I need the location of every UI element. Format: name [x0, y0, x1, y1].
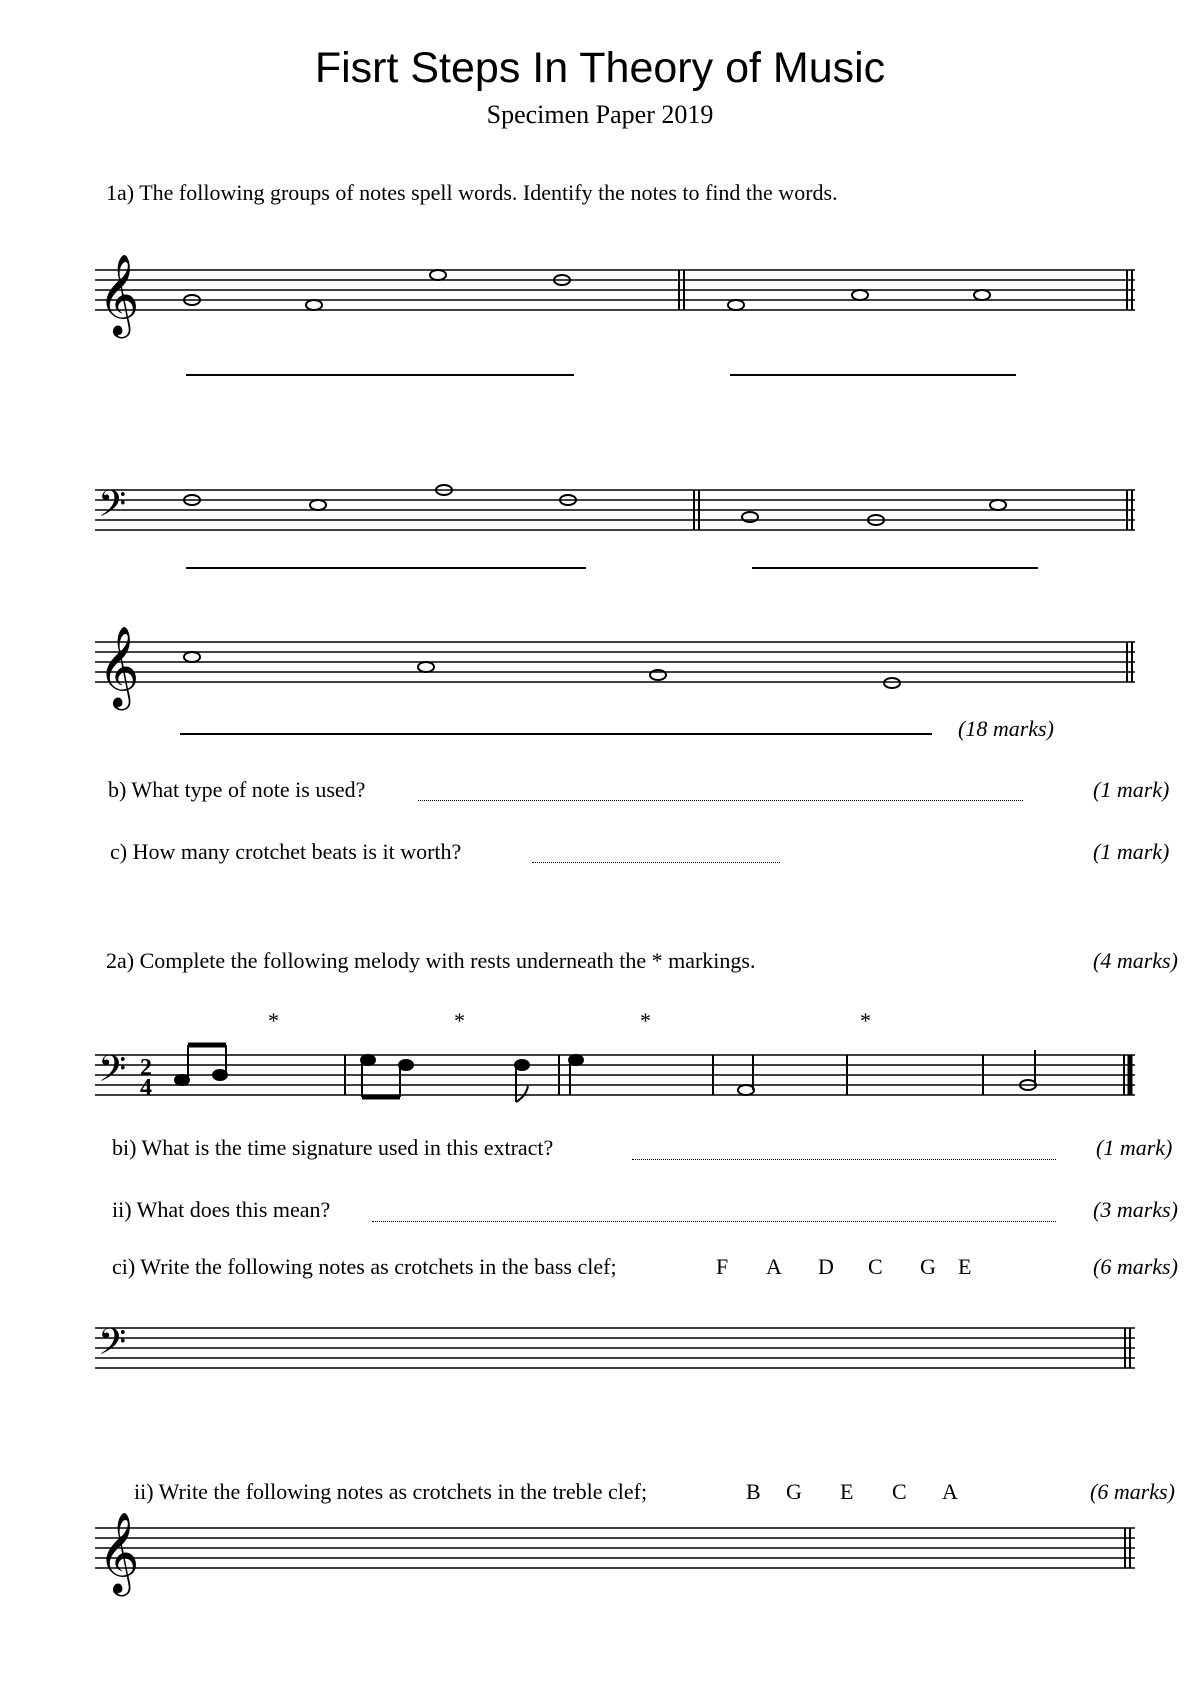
- question-1a: 1a) The following groups of notes spell words. Identify the notes to find the words.: [106, 180, 838, 205]
- treble-clef-icon: 𝄞: [98, 625, 140, 707]
- note-letter: E: [840, 1479, 854, 1504]
- question-2bi: bi) What is the time signature used in this extract?: [112, 1135, 554, 1160]
- marks-1a: (18 marks): [958, 716, 1054, 741]
- note: [884, 678, 900, 688]
- answer-line-2bi[interactable]: [632, 1159, 1056, 1160]
- note-letter: C: [868, 1254, 883, 1279]
- answer-line[interactable]: [186, 567, 586, 569]
- note: [310, 500, 326, 510]
- note: [569, 1055, 583, 1065]
- note: [430, 270, 446, 280]
- staff-treble-1: [90, 250, 1140, 350]
- answer-line[interactable]: [180, 733, 932, 735]
- bass-clef-icon: 𝄢: [98, 483, 127, 534]
- note-letter: B: [746, 1479, 761, 1504]
- note: [175, 1075, 189, 1085]
- note: [399, 1060, 413, 1070]
- marks-2bi: (1 mark): [1096, 1135, 1173, 1160]
- marks-2cii: (6 marks): [1090, 1479, 1175, 1504]
- page-title: Fisrt Steps In Theory of Music: [314, 44, 886, 92]
- marks-1c: (1 mark): [1093, 839, 1170, 864]
- question-2ci: ci) Write the following notes as crotchets in the bass clef;: [112, 1254, 617, 1279]
- note: [974, 290, 990, 300]
- note: [361, 1055, 375, 1065]
- staff-treble-answer[interactable]: [90, 1508, 1140, 1608]
- note-letter: C: [892, 1479, 907, 1504]
- marks-2ci: (6 marks): [1093, 1254, 1178, 1279]
- note: [418, 662, 434, 672]
- rest-marker: *: [860, 1008, 871, 1033]
- note: [213, 1070, 227, 1080]
- note-letter: F: [716, 1254, 729, 1279]
- rest-marker: *: [640, 1008, 651, 1033]
- marks-2a: (4 marks): [1093, 948, 1178, 973]
- marks-2ii: (3 marks): [1093, 1197, 1178, 1222]
- note: [738, 1085, 754, 1095]
- staff-treble-2: [90, 622, 1140, 722]
- note-letter: A: [766, 1254, 782, 1279]
- question-2cii: ii) Write the following notes as crotchets in the treble clef;: [134, 1479, 648, 1504]
- note: [852, 290, 868, 300]
- note: [306, 300, 322, 310]
- answer-line-1c[interactable]: [532, 862, 780, 863]
- time-signature-bottom: 4: [140, 1075, 152, 1101]
- answer-line[interactable]: [752, 567, 1038, 569]
- note: [728, 300, 744, 310]
- time-signature-top: 2: [140, 1055, 152, 1081]
- staff-melody: [90, 1035, 1140, 1115]
- note-letter: A: [942, 1479, 958, 1504]
- note-letters-2ci: [716, 1254, 971, 1280]
- page-subtitle: Specimen Paper 2019: [486, 100, 714, 129]
- note-letter: G: [786, 1479, 802, 1504]
- rest-marker: *: [454, 1008, 465, 1033]
- note: [990, 500, 1006, 510]
- answer-line-2ii[interactable]: [372, 1221, 1056, 1222]
- note-letter: D: [818, 1254, 834, 1279]
- bass-clef-icon: 𝄢: [98, 1321, 127, 1372]
- answer-line-1b[interactable]: [418, 800, 1023, 801]
- note: [184, 652, 200, 662]
- note: [515, 1060, 529, 1070]
- treble-clef-icon: 𝄞: [98, 1511, 140, 1593]
- marks-1b: (1 mark): [1093, 777, 1170, 802]
- treble-clef-icon: 𝄞: [98, 253, 140, 335]
- answer-line[interactable]: [730, 374, 1016, 376]
- rest-marker: *: [268, 1008, 279, 1033]
- note-letters-2cii: [746, 1479, 958, 1505]
- question-2a: 2a) Complete the following melody with rests underneath the * markings.: [106, 948, 756, 973]
- question-1c: c) How many crotchet beats is it worth?: [110, 839, 462, 864]
- staff-bass-1: [90, 470, 1140, 550]
- question-2ii: ii) What does this mean?: [112, 1197, 331, 1222]
- note-letter: G: [920, 1254, 936, 1279]
- question-1b: b) What type of note is used?: [108, 777, 366, 802]
- answer-line[interactable]: [186, 374, 574, 376]
- note-letter: E: [958, 1254, 972, 1279]
- bass-clef-icon: 𝄢: [98, 1048, 127, 1099]
- staff-bass-answer[interactable]: [90, 1308, 1140, 1388]
